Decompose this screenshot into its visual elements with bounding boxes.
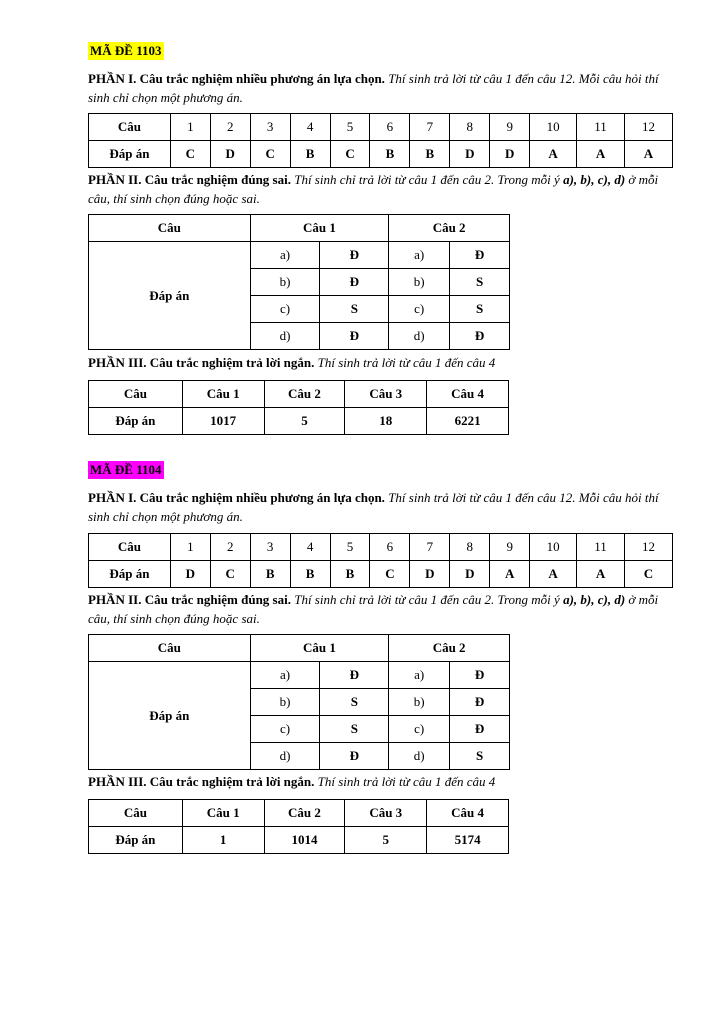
- table-row: [89, 662, 510, 689]
- answer-cell: Đ: [320, 242, 389, 269]
- part1-table: [88, 533, 673, 588]
- row-label: Đáp án: [89, 827, 183, 854]
- answer-cell: A: [577, 141, 625, 168]
- question-number: 8: [450, 534, 490, 561]
- answer-cell: A: [530, 141, 577, 168]
- question-number: 2: [210, 534, 250, 561]
- option-label: b): [389, 689, 450, 716]
- part1-table: [88, 113, 673, 168]
- row-label: Đáp án: [89, 141, 171, 168]
- answer-cell: D: [450, 141, 490, 168]
- option-label: d): [250, 743, 320, 770]
- option-label: a): [250, 242, 320, 269]
- table-row: [89, 242, 510, 269]
- table-row: [89, 215, 510, 242]
- table-row: [89, 800, 509, 827]
- answer-cell: C: [370, 561, 410, 588]
- question-number: 12: [624, 534, 672, 561]
- question-number: 12: [624, 114, 672, 141]
- exam-code: MÃ ĐỀ 1104: [90, 462, 162, 477]
- option-label: c): [389, 296, 450, 323]
- answer-cell: C: [330, 141, 370, 168]
- part3-table: [88, 380, 509, 435]
- row-label: Câu: [89, 534, 171, 561]
- question-number: 3: [250, 114, 290, 141]
- option-label: a): [389, 662, 450, 689]
- row-label: Câu: [89, 800, 183, 827]
- instruction-bold: a), b), c), d): [563, 592, 626, 607]
- answer-cell: C: [170, 141, 210, 168]
- row-label: Đáp án: [89, 561, 171, 588]
- table-row: [89, 114, 673, 141]
- option-label: b): [250, 269, 320, 296]
- answer-cell: 1: [182, 827, 264, 854]
- part3-table: [88, 799, 509, 854]
- instruction-suffix: ở mỗi câu, thí sinh chọn đúng hoặc sai.: [88, 172, 659, 206]
- part1-instruction: Thí sinh trả lời từ câu 1 đến câu 12. Mỗi câu hỏi thí sinh chỉ chọn một phương án.: [88, 490, 659, 524]
- answer-cell: 5174: [427, 827, 509, 854]
- table-row: [89, 408, 509, 435]
- question-number: 1: [170, 114, 210, 141]
- col-label: Câu: [89, 635, 251, 662]
- part3-instruction: Thí sinh trả lời từ câu 1 đến câu 4: [317, 355, 496, 370]
- option-label: a): [250, 662, 320, 689]
- answer-cell: A: [530, 561, 577, 588]
- exam-code-row: [88, 461, 673, 479]
- question-number: 10: [530, 534, 577, 561]
- answer-cell: D: [410, 561, 450, 588]
- part2-heading: PHẦN II. Câu trắc nghiệm đúng sai.: [88, 172, 291, 187]
- table-row: [89, 381, 509, 408]
- answer-cell: S: [320, 716, 389, 743]
- option-label: c): [250, 296, 320, 323]
- answer-cell: D: [490, 141, 530, 168]
- answer-cell: Đ: [320, 743, 389, 770]
- question-number: 1: [170, 534, 210, 561]
- question-title: Câu 3: [345, 381, 427, 408]
- part3-heading: PHẦN III. Câu trắc nghiệm trả lời ngắn.: [88, 774, 315, 789]
- question-number: 7: [410, 114, 450, 141]
- question-number: 11: [577, 534, 625, 561]
- instruction-prefix: Thí sinh chỉ trả lời từ câu 1 đến câu 2. Trong mỗi ý: [294, 592, 564, 607]
- part3-heading: PHẦN III. Câu trắc nghiệm trả lời ngắn.: [88, 355, 315, 370]
- question-number: 5: [330, 114, 370, 141]
- option-label: a): [389, 242, 450, 269]
- answer-cell: B: [250, 561, 290, 588]
- answer-cell: 18: [345, 408, 427, 435]
- question-number: 3: [250, 534, 290, 561]
- option-label: d): [389, 323, 450, 350]
- part3-intro: [88, 772, 673, 791]
- answer-cell: Đ: [450, 323, 510, 350]
- table-row: [89, 635, 510, 662]
- option-label: c): [250, 716, 320, 743]
- question-number: 10: [530, 114, 577, 141]
- instruction-bold: a), b), c), d): [563, 172, 626, 187]
- instruction-prefix: Thí sinh chỉ trả lời từ câu 1 đến câu 2. Trong mỗi ý: [294, 172, 564, 187]
- question-title: Câu 2: [264, 381, 345, 408]
- table-row: [89, 827, 509, 854]
- question-number: 4: [290, 534, 330, 561]
- option-label: d): [389, 743, 450, 770]
- question-title: Câu 2: [389, 635, 510, 662]
- answer-cell: S: [320, 296, 389, 323]
- row-label: Câu: [89, 114, 171, 141]
- answer-cell: S: [450, 743, 510, 770]
- answer-cell: S: [450, 269, 510, 296]
- answer-cell: Đ: [450, 716, 510, 743]
- table-row: [89, 534, 673, 561]
- answer-cell: Đ: [320, 662, 389, 689]
- question-number: 2: [210, 114, 250, 141]
- part2-table: [88, 634, 510, 770]
- question-number: 4: [290, 114, 330, 141]
- answer-cell: Đ: [450, 689, 510, 716]
- answer-label: Đáp án: [89, 242, 251, 350]
- answer-cell: C: [210, 561, 250, 588]
- answer-cell: D: [210, 141, 250, 168]
- part1-intro: [88, 69, 673, 107]
- question-title: Câu 4: [427, 381, 509, 408]
- question-number: 9: [490, 114, 530, 141]
- question-title: Câu 1: [250, 635, 389, 662]
- answer-cell: A: [577, 561, 625, 588]
- question-title: Câu 1: [182, 800, 264, 827]
- question-number: 8: [450, 114, 490, 141]
- answer-cell: S: [450, 296, 510, 323]
- question-title: Câu 1: [250, 215, 389, 242]
- answer-cell: Đ: [320, 323, 389, 350]
- exam-code: MÃ ĐỀ 1103: [90, 43, 162, 58]
- question-number: 9: [490, 534, 530, 561]
- answer-cell: 5: [264, 408, 345, 435]
- answer-cell: B: [370, 141, 410, 168]
- answer-cell: Đ: [450, 662, 510, 689]
- option-label: b): [250, 689, 320, 716]
- answer-cell: Đ: [320, 269, 389, 296]
- answer-cell: B: [330, 561, 370, 588]
- answer-cell: Đ: [450, 242, 510, 269]
- answer-cell: B: [290, 141, 330, 168]
- part2-table: [88, 214, 510, 350]
- row-label: Câu: [89, 381, 183, 408]
- question-number: 5: [330, 534, 370, 561]
- answer-cell: B: [410, 141, 450, 168]
- question-title: Câu 4: [427, 800, 509, 827]
- option-label: c): [389, 716, 450, 743]
- part1-intro: [88, 488, 673, 526]
- question-number: 6: [370, 534, 410, 561]
- part1-heading: PHẦN I. Câu trắc nghiệm nhiều phương án lựa chọn.: [88, 71, 385, 86]
- answer-cell: B: [290, 561, 330, 588]
- instruction-suffix: ở mỗi câu, thí sinh chọn đúng hoặc sai.: [88, 592, 659, 626]
- part2-intro: [88, 590, 673, 628]
- question-number: 6: [370, 114, 410, 141]
- part3-instruction: Thí sinh trả lời từ câu 1 đến câu 4: [317, 774, 496, 789]
- part2-heading: PHẦN II. Câu trắc nghiệm đúng sai.: [88, 592, 291, 607]
- answer-cell: C: [624, 561, 672, 588]
- answer-cell: A: [624, 141, 672, 168]
- answer-cell: S: [320, 689, 389, 716]
- answer-cell: 6221: [427, 408, 509, 435]
- answer-cell: D: [450, 561, 490, 588]
- answer-label: Đáp án: [89, 662, 251, 770]
- question-title: Câu 2: [389, 215, 510, 242]
- part2-intro: [88, 170, 673, 208]
- answer-cell: A: [490, 561, 530, 588]
- part3-intro: [88, 353, 673, 372]
- question-number: 7: [410, 534, 450, 561]
- answer-cell: 1014: [264, 827, 345, 854]
- row-label: Đáp án: [89, 408, 183, 435]
- table-row: [89, 561, 673, 588]
- option-label: d): [250, 323, 320, 350]
- question-title: Câu 3: [345, 800, 427, 827]
- col-label: Câu: [89, 215, 251, 242]
- part1-instruction: Thí sinh trả lời từ câu 1 đến câu 12. Mỗi câu hỏi thí sinh chỉ chọn một phương án.: [88, 71, 659, 105]
- answer-cell: 5: [345, 827, 427, 854]
- table-row: [89, 141, 673, 168]
- answer-cell: C: [250, 141, 290, 168]
- part1-heading: PHẦN I. Câu trắc nghiệm nhiều phương án lựa chọn.: [88, 490, 385, 505]
- question-title: Câu 2: [264, 800, 345, 827]
- question-number: 11: [577, 114, 625, 141]
- question-title: Câu 1: [182, 381, 264, 408]
- option-label: b): [389, 269, 450, 296]
- exam-code-row: [88, 42, 673, 60]
- answer-cell: D: [170, 561, 210, 588]
- answer-cell: 1017: [182, 408, 264, 435]
